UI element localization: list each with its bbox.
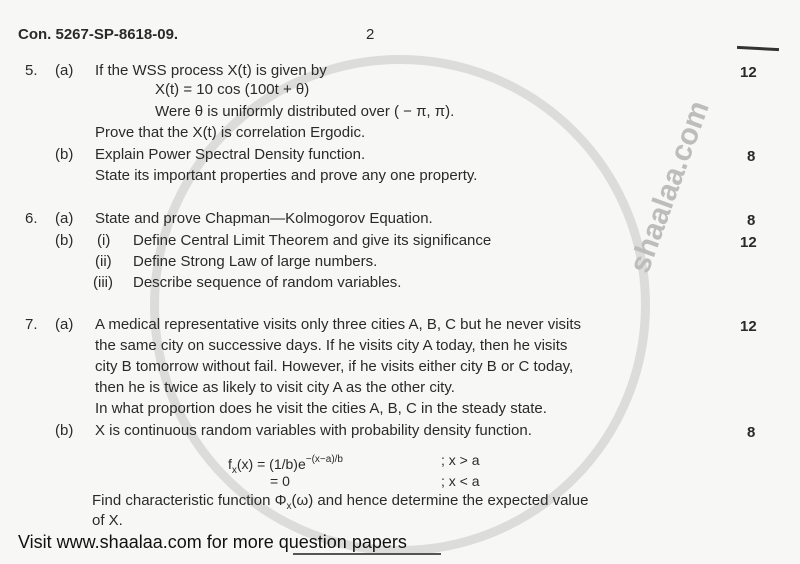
part-label: (b) bbox=[55, 232, 74, 249]
question-text: Prove that the X(t) is correlation Ergodic. bbox=[95, 124, 366, 141]
part-label: (a) bbox=[55, 316, 74, 333]
marks: 8 bbox=[747, 148, 756, 165]
watermark-text: shaalaa.com bbox=[623, 96, 716, 278]
question-text: Find characteristic function $\Phi_x(\omega)$ and hence determine the expected value bbox=[92, 492, 589, 512]
footer-link-text[interactable]: Visit www.shaalaa.com for more question papers bbox=[18, 532, 407, 552]
subpart-label: (i) bbox=[97, 232, 111, 249]
question-text: Were θ is uniformly distributed over ( − π, π). bbox=[155, 103, 455, 120]
subpart-label: (ii) bbox=[95, 253, 112, 270]
subpart-label: (iii) bbox=[93, 274, 113, 291]
question-text: If the WSS process X(t) is given by bbox=[95, 62, 327, 79]
question-number: 5. bbox=[25, 62, 38, 79]
marks: 12 bbox=[740, 318, 757, 335]
part-label: (a) bbox=[55, 210, 74, 227]
formula-line: = 0 bbox=[270, 473, 290, 489]
question-text: A medical representative visits only three cities A, B, C but he never visits bbox=[95, 316, 582, 333]
question-text: Define Central Limit Theorem and give its significance bbox=[133, 232, 492, 249]
footer-underline bbox=[293, 553, 441, 555]
question-text: X(t) = 10 cos (100t + θ) bbox=[155, 81, 310, 98]
marks: 8 bbox=[747, 424, 756, 441]
marks: 12 bbox=[740, 234, 757, 251]
part-label: (a) bbox=[55, 62, 74, 79]
question-number: 7. bbox=[25, 316, 38, 333]
formula-condition: ; x < a bbox=[441, 473, 480, 489]
question-text: the same city on successive days. If he visits city A today, then he visits bbox=[95, 337, 568, 354]
page-number: 2 bbox=[366, 26, 375, 43]
question-text: State and prove Chapman—Kolmogorov Equation. bbox=[95, 210, 433, 227]
marks: 8 bbox=[747, 212, 756, 229]
part-label: (b) bbox=[55, 422, 74, 439]
formula-condition: ; x > a bbox=[441, 452, 480, 468]
question-text: X is continuous random variables with probability density function. bbox=[95, 422, 532, 439]
question-text: Define Strong Law of large numbers. bbox=[133, 253, 378, 270]
paper-code: Con. 5267-SP-8618-09. bbox=[18, 26, 179, 43]
part-label: (b) bbox=[55, 146, 74, 163]
marks: 12 bbox=[740, 64, 757, 81]
corner-mark bbox=[737, 46, 779, 51]
pdf-formula: $f_x(x) = (1/b)e^{-(x-a)/b}$ bbox=[228, 454, 343, 476]
question-text: Describe sequence of random variables. bbox=[133, 274, 402, 291]
question-text: of X. bbox=[92, 512, 123, 529]
question-text: Explain Power Spectral Density function. bbox=[95, 146, 366, 163]
question-text: In what proportion does he visit the cities A, B, C in the steady state. bbox=[95, 400, 547, 417]
question-text: city B tomorrow without fail. However, if he visits either city B or C today, bbox=[95, 358, 574, 375]
question-number: 6. bbox=[25, 210, 38, 227]
question-text: then he is twice as likely to visit city A as the other city. bbox=[95, 379, 455, 396]
question-text: State its important properties and prove any one property. bbox=[95, 167, 478, 184]
